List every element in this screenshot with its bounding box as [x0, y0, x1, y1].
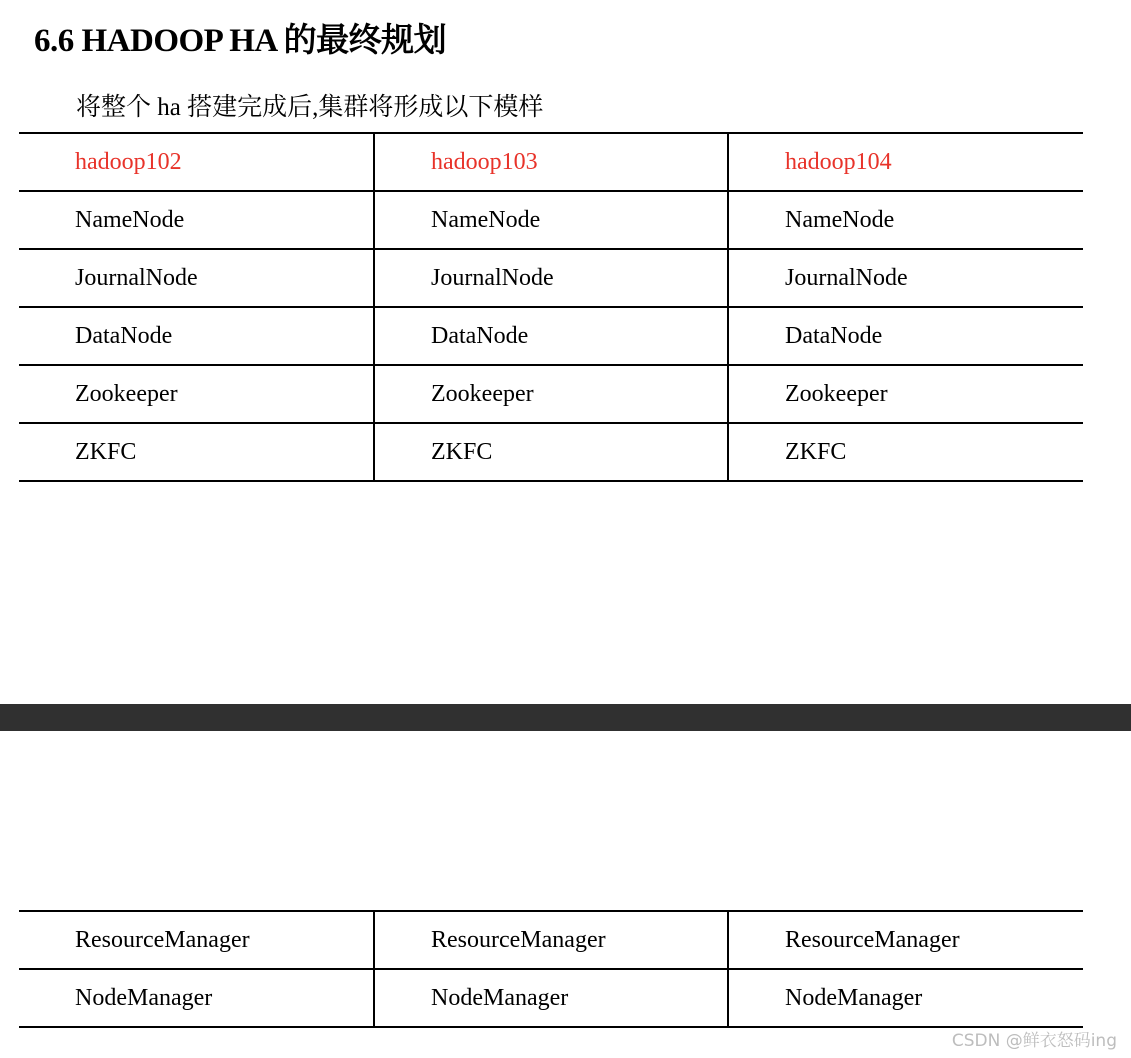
table-row: [19, 423, 1083, 481]
section-heading: 6.6 HADOOP HA 的最终规划: [34, 23, 447, 59]
table-row: [19, 307, 1083, 365]
table-cell: NameNode: [19, 191, 374, 249]
table-cell: DataNode: [728, 307, 1083, 365]
table-cell: Zookeeper: [728, 365, 1083, 423]
host-cell: hadoop103: [374, 133, 728, 191]
table-row: [19, 191, 1083, 249]
table-cell: DataNode: [19, 307, 374, 365]
table-cell: NodeManager: [374, 969, 728, 1027]
table-cell: JournalNode: [728, 249, 1083, 307]
hdfs-planning-table: [19, 132, 1083, 482]
table-cell: ResourceManager: [374, 911, 728, 969]
table-cell: NameNode: [728, 191, 1083, 249]
table-cell: ZKFC: [374, 423, 728, 481]
table-row: [19, 249, 1083, 307]
table-cell: JournalNode: [374, 249, 728, 307]
table-cell: NameNode: [374, 191, 728, 249]
host-cell: hadoop104: [728, 133, 1083, 191]
table-cell: NodeManager: [728, 969, 1083, 1027]
host-cell: hadoop102: [19, 133, 374, 191]
yarn-planning-table: [19, 910, 1083, 1028]
table-cell: ResourceManager: [19, 911, 374, 969]
table-header-row: [19, 133, 1083, 191]
table-cell: ZKFC: [19, 423, 374, 481]
table-cell: ZKFC: [728, 423, 1083, 481]
table-cell: NodeManager: [19, 969, 374, 1027]
table-cell: Zookeeper: [374, 365, 728, 423]
table-row: [19, 365, 1083, 423]
table-cell: DataNode: [374, 307, 728, 365]
table-cell: Zookeeper: [19, 365, 374, 423]
table-row: [19, 911, 1083, 969]
table-cell: JournalNode: [19, 249, 374, 307]
intro-text: 将整个 ha 搭建完成后,集群将形成以下模样: [76, 94, 544, 121]
page-divider-bar: [0, 704, 1131, 731]
csdn-watermark: CSDN @鲜衣怒码ing: [951, 1031, 1117, 1051]
table-cell: ResourceManager: [728, 911, 1083, 969]
table-row: [19, 969, 1083, 1027]
